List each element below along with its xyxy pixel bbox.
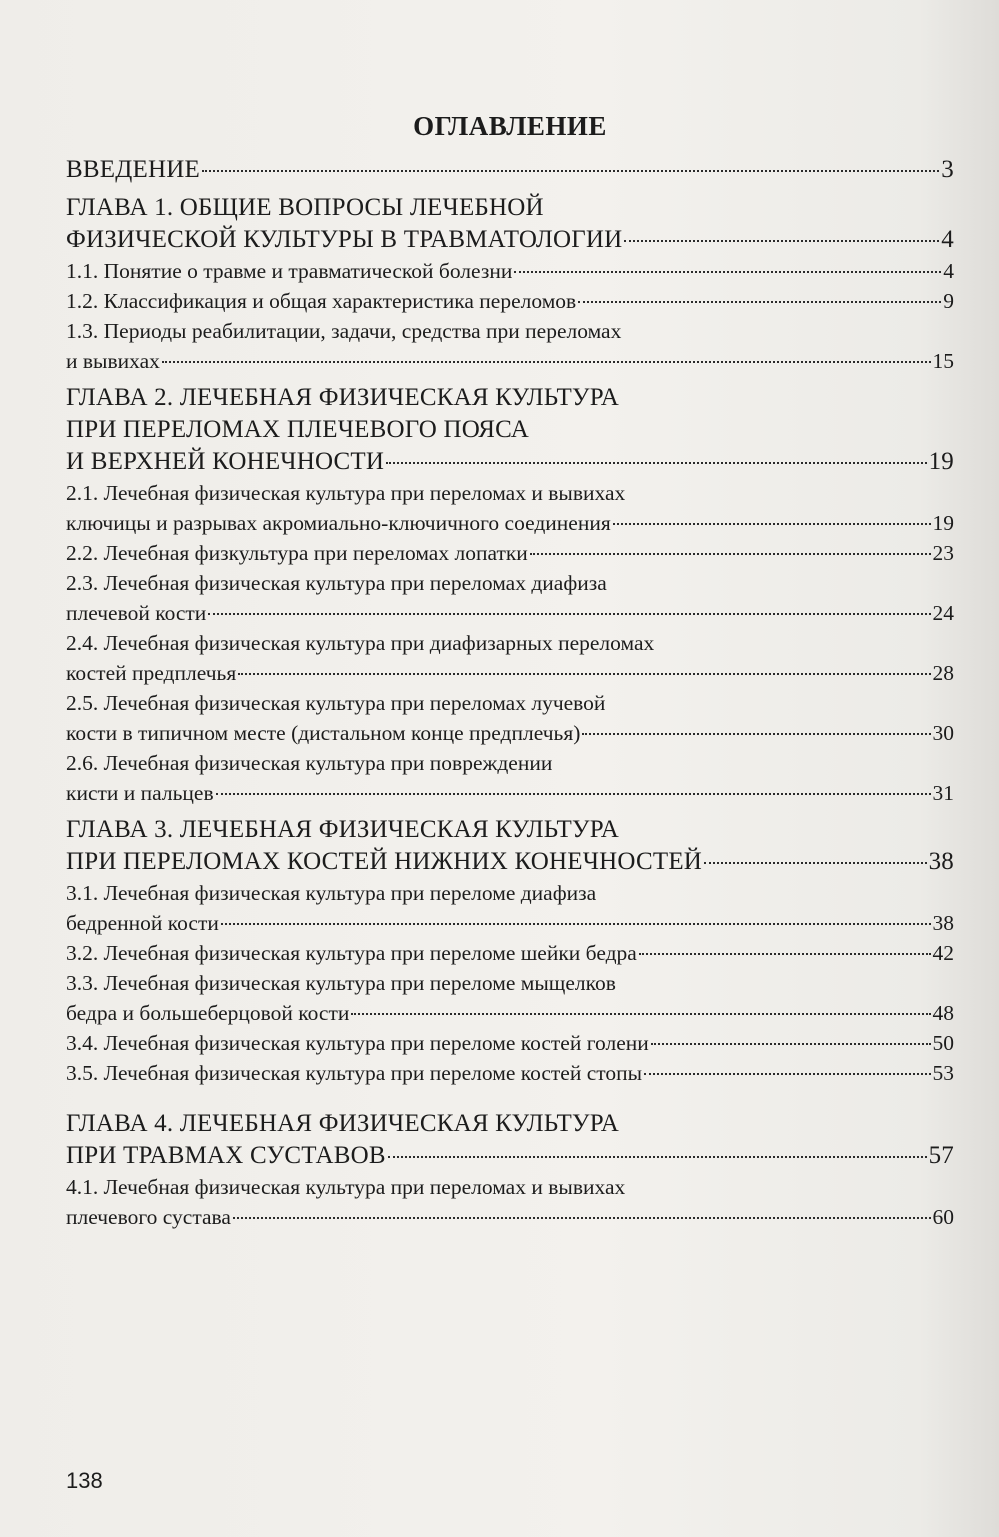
toc-entry-line (66, 446, 954, 478)
toc-entry-line (66, 224, 954, 256)
toc-entry-line (66, 1202, 954, 1232)
dot-leader (233, 1217, 931, 1219)
dot-leader (202, 170, 939, 172)
toc-page-number: 53 (932, 1061, 954, 1085)
toc-entry-text: 4.1. Лечебная физическая культура при переломах и вывихах (66, 1175, 626, 1199)
toc-entry-text: 1.1. Понятие о травме и травматической болезни (66, 259, 513, 283)
dot-leader (582, 733, 930, 735)
toc-entry-text: ГЛАВА 4. ЛЕЧЕБНАЯ ФИЗИЧЕСКАЯ КУЛЬТУРА (66, 1110, 619, 1137)
toc-chapter-entry[interactable] (66, 382, 954, 478)
toc-entry-text: и вывихах (66, 349, 160, 373)
toc-entry-text: ключицы и разрывах акромиально-ключичного соединения (66, 511, 611, 535)
dot-leader (644, 1073, 930, 1075)
toc-chapter-entry[interactable] (66, 1108, 954, 1172)
toc-page-number: 42 (932, 941, 954, 965)
toc-entry-line (66, 1172, 954, 1202)
toc-entry-line (66, 382, 954, 414)
toc-entry-line (66, 878, 954, 908)
dot-leader (388, 1156, 927, 1158)
toc-entry-text: 3.5. Лечебная физическая культура при переломе костей стопы (66, 1061, 643, 1085)
toc-page-number: 15 (932, 349, 954, 373)
toc-page-number: 19 (932, 511, 954, 535)
toc-entry-line (66, 846, 954, 878)
toc-entry-line (66, 938, 954, 968)
table-of-contents (66, 108, 954, 1232)
toc-page-number: 38 (928, 848, 954, 875)
toc-entry-line (66, 778, 954, 808)
toc-title: ОГЛАВЛЕНИЕ (413, 111, 607, 141)
toc-entry-line (66, 628, 954, 658)
toc-entry-text: 1.3. Периоды реабилитации, задачи, средства при переломах (66, 319, 622, 343)
toc-entry-text: ПРИ ТРАВМАХ СУСТАВОВ (66, 1142, 386, 1169)
toc-section-entry[interactable] (66, 748, 954, 808)
toc-entry-line (66, 478, 954, 508)
toc-page-number: 19 (928, 448, 954, 475)
toc-chapter-entry[interactable] (66, 814, 954, 878)
toc-entry-line (66, 154, 954, 186)
toc-page-number: 4 (941, 226, 954, 253)
toc-entry-line (66, 1028, 954, 1058)
dot-leader (162, 361, 931, 363)
toc-entry-line (66, 748, 954, 778)
toc-page-number: 60 (932, 1205, 954, 1229)
spacer (66, 1088, 954, 1102)
toc-section-entry[interactable] (66, 1028, 954, 1058)
toc-page-number: 24 (932, 601, 954, 625)
toc-entries (66, 154, 954, 1232)
toc-entry-text: 2.1. Лечебная физическая культура при переломах и вывихах (66, 481, 626, 505)
dot-leader (208, 613, 930, 615)
toc-entry-text: ГЛАВА 3. ЛЕЧЕБНАЯ ФИЗИЧЕСКАЯ КУЛЬТУРА (66, 816, 619, 843)
dot-leader (221, 923, 931, 925)
toc-entry-text: кости в типичном месте (дистальном конце предплечья) (66, 721, 581, 745)
toc-entry-line (66, 658, 954, 688)
toc-section-entry[interactable] (66, 256, 954, 286)
toc-entry-line (66, 814, 954, 846)
toc-entry-text: ГЛАВА 2. ЛЕЧЕБНАЯ ФИЗИЧЕСКАЯ КУЛЬТУРА (66, 384, 619, 411)
toc-entry-text: кисти и пальцев (66, 781, 214, 805)
toc-section-entry[interactable] (66, 1058, 954, 1088)
toc-page-number: 23 (932, 541, 954, 565)
toc-section-entry[interactable] (66, 538, 954, 568)
dot-leader (613, 523, 931, 525)
toc-chapter-entry[interactable] (66, 154, 954, 186)
toc-entry-text: ПРИ ПЕРЕЛОМАХ ПЛЕЧЕВОГО ПОЯСА (66, 416, 529, 443)
dot-leader (704, 862, 927, 864)
toc-entry-line (66, 718, 954, 748)
toc-section-entry[interactable] (66, 688, 954, 748)
toc-entry-line (66, 256, 954, 286)
dot-leader (351, 1013, 930, 1015)
toc-entry-text: 3.3. Лечебная физическая культура при переломе мыщелков (66, 971, 616, 995)
toc-page-number: 50 (932, 1031, 954, 1055)
toc-entry-line (66, 538, 954, 568)
toc-entry-text: ПРИ ПЕРЕЛОМАХ КОСТЕЙ НИЖНИХ КОНЕЧНОСТЕЙ (66, 848, 703, 875)
toc-page-number: 30 (932, 721, 954, 745)
toc-page-number: 4 (943, 259, 954, 283)
toc-entry-text: ФИЗИЧЕСКОЙ КУЛЬТУРЫ В ТРАВМАТОЛОГИИ (66, 226, 623, 253)
page-number: 138 (66, 1468, 103, 1493)
toc-entry-text: 2.2. Лечебная физкультура при переломах лопатки (66, 541, 528, 565)
toc-section-entry[interactable] (66, 878, 954, 938)
toc-entry-line (66, 508, 954, 538)
toc-entry-text: бедра и большеберцовой кости (66, 1001, 350, 1025)
toc-entry-line (66, 1140, 954, 1172)
dot-leader (624, 240, 939, 242)
dot-leader (386, 462, 926, 464)
toc-entry-text: ВВЕДЕНИЕ (66, 156, 200, 183)
toc-section-entry[interactable] (66, 1172, 954, 1232)
toc-entry-line (66, 1058, 954, 1088)
dot-leader (639, 953, 931, 955)
toc-entry-text: плечевого сустава (66, 1205, 231, 1229)
dot-leader (216, 793, 931, 795)
toc-section-entry[interactable] (66, 286, 954, 316)
toc-entry-line (66, 908, 954, 938)
toc-entry-line (66, 1108, 954, 1140)
toc-entry-text: плечевой кости (66, 601, 207, 625)
toc-entry-line (66, 998, 954, 1028)
toc-section-entry[interactable] (66, 478, 954, 538)
toc-entry-line (66, 568, 954, 598)
toc-entry-text: костей предплечья (66, 661, 237, 685)
dot-leader (238, 673, 930, 675)
toc-page-number: 31 (932, 781, 954, 805)
toc-entry-line (66, 688, 954, 718)
toc-entry-text: 2.5. Лечебная физическая культура при переломах лучевой (66, 691, 606, 715)
toc-page-number: 57 (928, 1142, 954, 1169)
dot-leader (578, 301, 941, 303)
toc-entry-text: 3.4. Лечебная физическая культура при переломе костей голени (66, 1031, 649, 1055)
toc-entry-text: 3.2. Лечебная физическая культура при переломе шейки бедра (66, 941, 637, 965)
dot-leader (530, 553, 931, 555)
toc-page-number: 38 (932, 911, 954, 935)
toc-entry-line (66, 286, 954, 316)
toc-entry-line (66, 192, 954, 224)
toc-entry-text: 1.2. Классификация и общая характеристика переломов (66, 289, 577, 313)
toc-page-number: 28 (932, 661, 954, 685)
toc-section-entry[interactable] (66, 628, 954, 688)
toc-section-entry[interactable] (66, 968, 954, 1028)
toc-entry-text: ГЛАВА 1. ОБЩИЕ ВОПРОСЫ ЛЕЧЕБНОЙ (66, 194, 544, 221)
toc-page-number: 48 (932, 1001, 954, 1025)
toc-section-entry[interactable] (66, 316, 954, 376)
toc-entry-text: И ВЕРХНЕЙ КОНЕЧНОСТИ (66, 448, 385, 475)
toc-entry-line (66, 346, 954, 376)
toc-section-entry[interactable] (66, 568, 954, 628)
toc-chapter-entry[interactable] (66, 192, 954, 256)
toc-page-number: 3 (941, 156, 954, 183)
toc-entry-text: бедренной кости (66, 911, 219, 935)
toc-section-entry[interactable] (66, 938, 954, 968)
toc-entry-text: 2.3. Лечебная физическая культура при переломах диафиза (66, 571, 607, 595)
dot-leader (514, 271, 941, 273)
toc-entry-text: 2.4. Лечебная физическая культура при диафизарных переломах (66, 631, 655, 655)
toc-entry-line (66, 414, 954, 446)
toc-entry-line (66, 316, 954, 346)
toc-entry-text: 2.6. Лечебная физическая культура при повреждении (66, 751, 553, 775)
toc-entry-line (66, 598, 954, 628)
dot-leader (651, 1043, 931, 1045)
toc-page-number: 9 (943, 289, 954, 313)
toc-entry-text: 3.1. Лечебная физическая культура при переломе диафиза (66, 881, 597, 905)
toc-entry-line (66, 968, 954, 998)
